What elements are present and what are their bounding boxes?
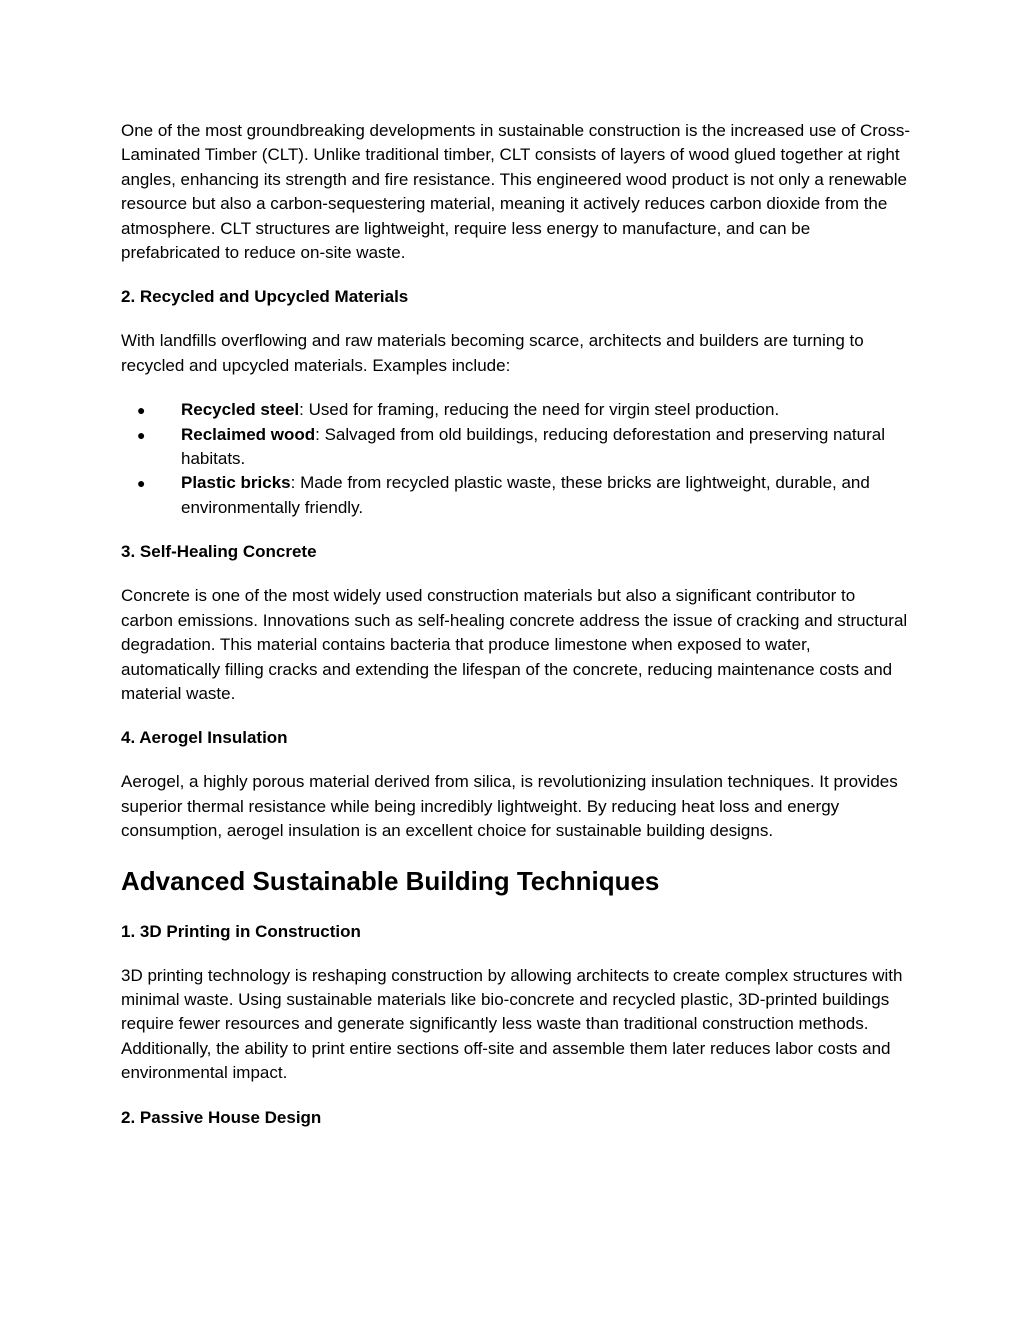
aerogel-insulation-paragraph: Aerogel, a highly porous material derived from silica, is revolutionizing insulation techniques. It provides superior thermal resistance while being incredibly lightweight. By reducing heat loss and energy consumption, aerogel insulation is an excellent choice for sustainable building designs. [121, 772, 898, 841]
bullet-icon: ● [137, 426, 146, 443]
intro-paragraph: One of the most groundbreaking developments in sustainable construction is the increased use of Cross-Laminated Timber (CLT). Unlike traditional timber, CLT consists of layers of wood glued together at right angles, enhancing its strength and fire resistance. This engineered wood product is not only a renewable resource but also a carbon-sequestering material, meaning it actively reduces carbon dioxide from the atmosphere. CLT structures are lightweight, require less energy to manufacture, and can be prefabricated to reduce on-site waste. [121, 121, 911, 263]
recycled-materials-list [121, 398, 911, 520]
list-item [121, 423, 911, 472]
bullet-icon: ● [137, 475, 146, 492]
bullet-icon: ● [137, 402, 146, 419]
list-item [121, 398, 911, 422]
list-item-term: Plastic bricks [181, 473, 291, 493]
3d-printing-heading: 1. 3D Printing in Construction [121, 921, 361, 941]
list-item-term: Reclaimed wood [181, 424, 316, 444]
list-item-description: : Used for framing, reducing the need for virgin steel production. [299, 400, 780, 420]
list-item-description: : Made from recycled plastic waste, these bricks are lightweight, durable, and environmentally friendly. [181, 473, 870, 517]
3d-printing-paragraph: 3D printing technology is reshaping construction by allowing architects to create complex structures with minimal waste. Using sustainable materials like bio-concrete and recycled plastic, 3D-printed buildings require fewer resources and generate significantly less waste than traditional construction methods. Additionally, the ability to print entire sections off-site and assemble them later reduces labor costs and environmental impact. [121, 965, 903, 1083]
aerogel-insulation-heading: 4. Aerogel Insulation [121, 728, 288, 748]
list-item [121, 471, 911, 520]
self-healing-concrete-paragraph: Concrete is one of the most widely used construction materials but also a significant contributor to carbon emissions. Innovations such as self-healing concrete address the issue of cracking and structural degradation. This material contains bacteria that produce limestone when exposed to water, automatically filling cracks and extending the lifespan of the concrete, reducing maintenance costs and material waste. [121, 586, 908, 703]
list-item-term: Recycled steel [181, 400, 300, 420]
advanced-techniques-title: Advanced Sustainable Building Techniques [121, 865, 660, 896]
list-item-description: : Salvaged from old buildings, reducing deforestation and preserving natural habitats. [181, 424, 885, 469]
recycled-materials-paragraph: With landfills overflowing and raw materials becoming scarce, architects and builders are turning to recycled and upcycled materials. Examples include: [121, 331, 864, 375]
document-page [121, 119, 911, 1150]
passive-house-heading: 2. Passive House Design [121, 1107, 322, 1127]
recycled-materials-heading: 2. Recycled and Upcycled Materials [121, 287, 409, 307]
self-healing-concrete-heading: 3. Self-Healing Concrete [121, 542, 317, 562]
